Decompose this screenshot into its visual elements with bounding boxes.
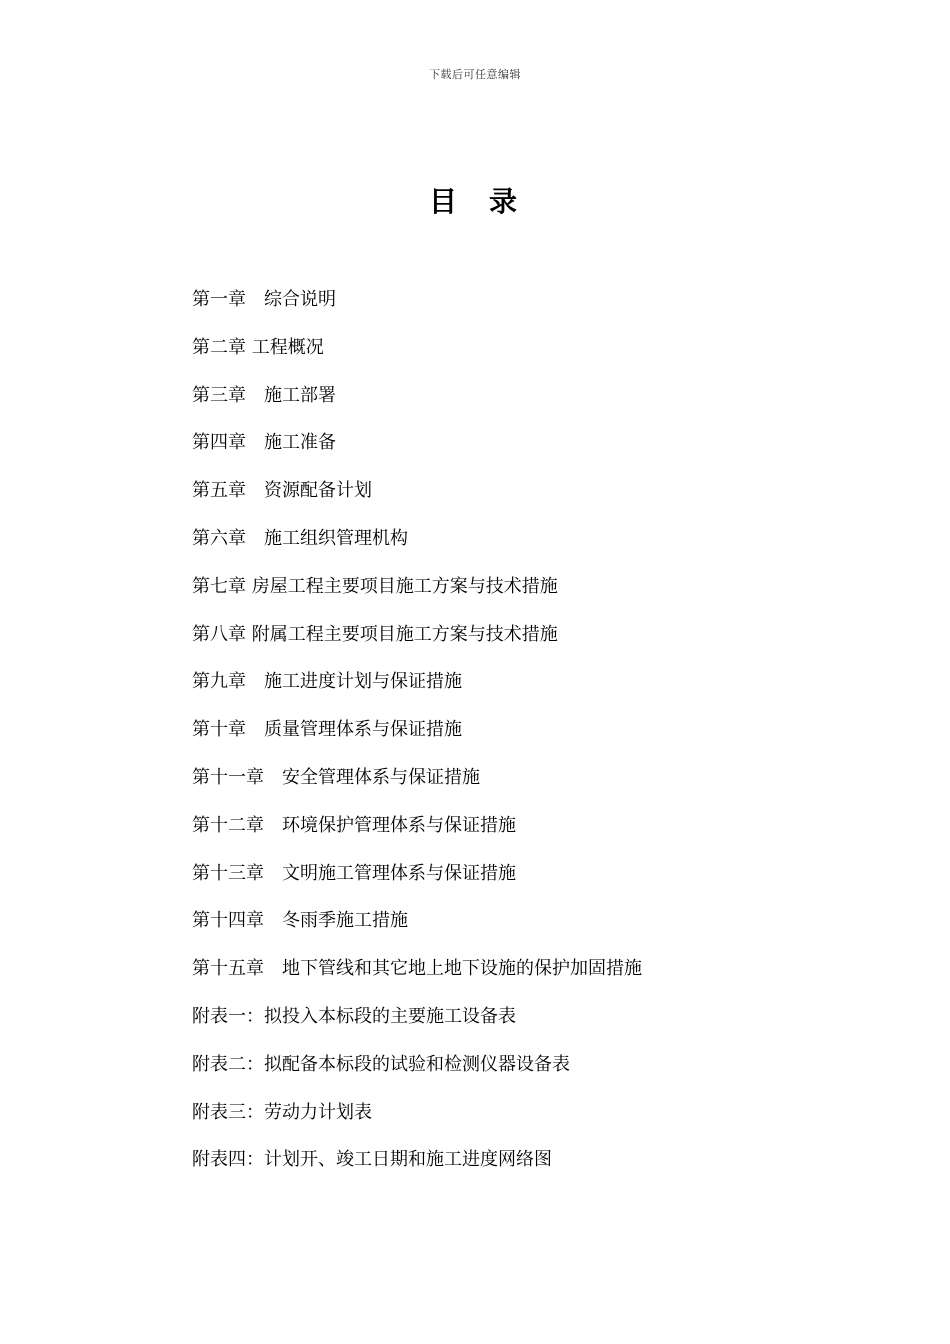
toc-item-chapter-14[interactable]: 第十四章 冬雨季施工措施 <box>192 910 408 932</box>
toc-item-chapter-1[interactable]: 第一章 综合说明 <box>192 289 336 310</box>
page-title <box>0 180 950 220</box>
toc-item-chapter-4[interactable]: 第四章 施工准备 <box>192 432 336 454</box>
toc-item-appendix-4[interactable]: 附表四：计划开、竣工日期和施工进度网络图 <box>192 1149 552 1171</box>
toc-item-chapter-13[interactable]: 第十三章 文明施工管理体系与保证措施 <box>192 862 516 884</box>
toc-list <box>192 285 642 1193</box>
toc-item-chapter-3[interactable]: 第三章 施工部署 <box>192 384 336 406</box>
toc-item-appendix-2[interactable]: 附表二：拟配备本标段的试验和检测仪器设备表 <box>192 1053 570 1075</box>
toc-item-chapter-6[interactable]: 第六章 施工组织管理机构 <box>192 527 408 549</box>
toc-item-appendix-3[interactable]: 附表三：劳动力计划表 <box>192 1101 372 1123</box>
toc-item-appendix-1[interactable]: 附表一：拟投入本标段的主要施工设备表 <box>192 1005 516 1027</box>
toc-item-chapter-8[interactable]: 第八章 附属工程主要项目施工方案与技术措施 <box>192 623 558 645</box>
header-note: 下载后可任意编辑 <box>429 68 521 81</box>
toc-item-chapter-9[interactable]: 第九章 施工进度计划与保证措施 <box>192 671 462 693</box>
toc-item-chapter-15[interactable]: 第十五章 地下管线和其它地上地下设施的保护加固措施 <box>192 958 642 980</box>
toc-item-chapter-11[interactable]: 第十一章 安全管理体系与保证措施 <box>192 766 480 788</box>
toc-item-chapter-10[interactable]: 第十章 质量管理体系与保证措施 <box>192 719 462 741</box>
title-char-2: 录 <box>489 185 522 218</box>
toc-item-chapter-12[interactable]: 第十二章 环境保护管理体系与保证措施 <box>192 814 516 836</box>
title-char-1: 目 <box>428 185 461 218</box>
toc-item-chapter-7[interactable]: 第七章 房屋工程主要项目施工方案与技术措施 <box>192 575 558 597</box>
toc-item-chapter-5[interactable]: 第五章 资源配备计划 <box>192 480 372 502</box>
toc-item-chapter-2[interactable]: 第二章 工程概况 <box>192 336 324 358</box>
